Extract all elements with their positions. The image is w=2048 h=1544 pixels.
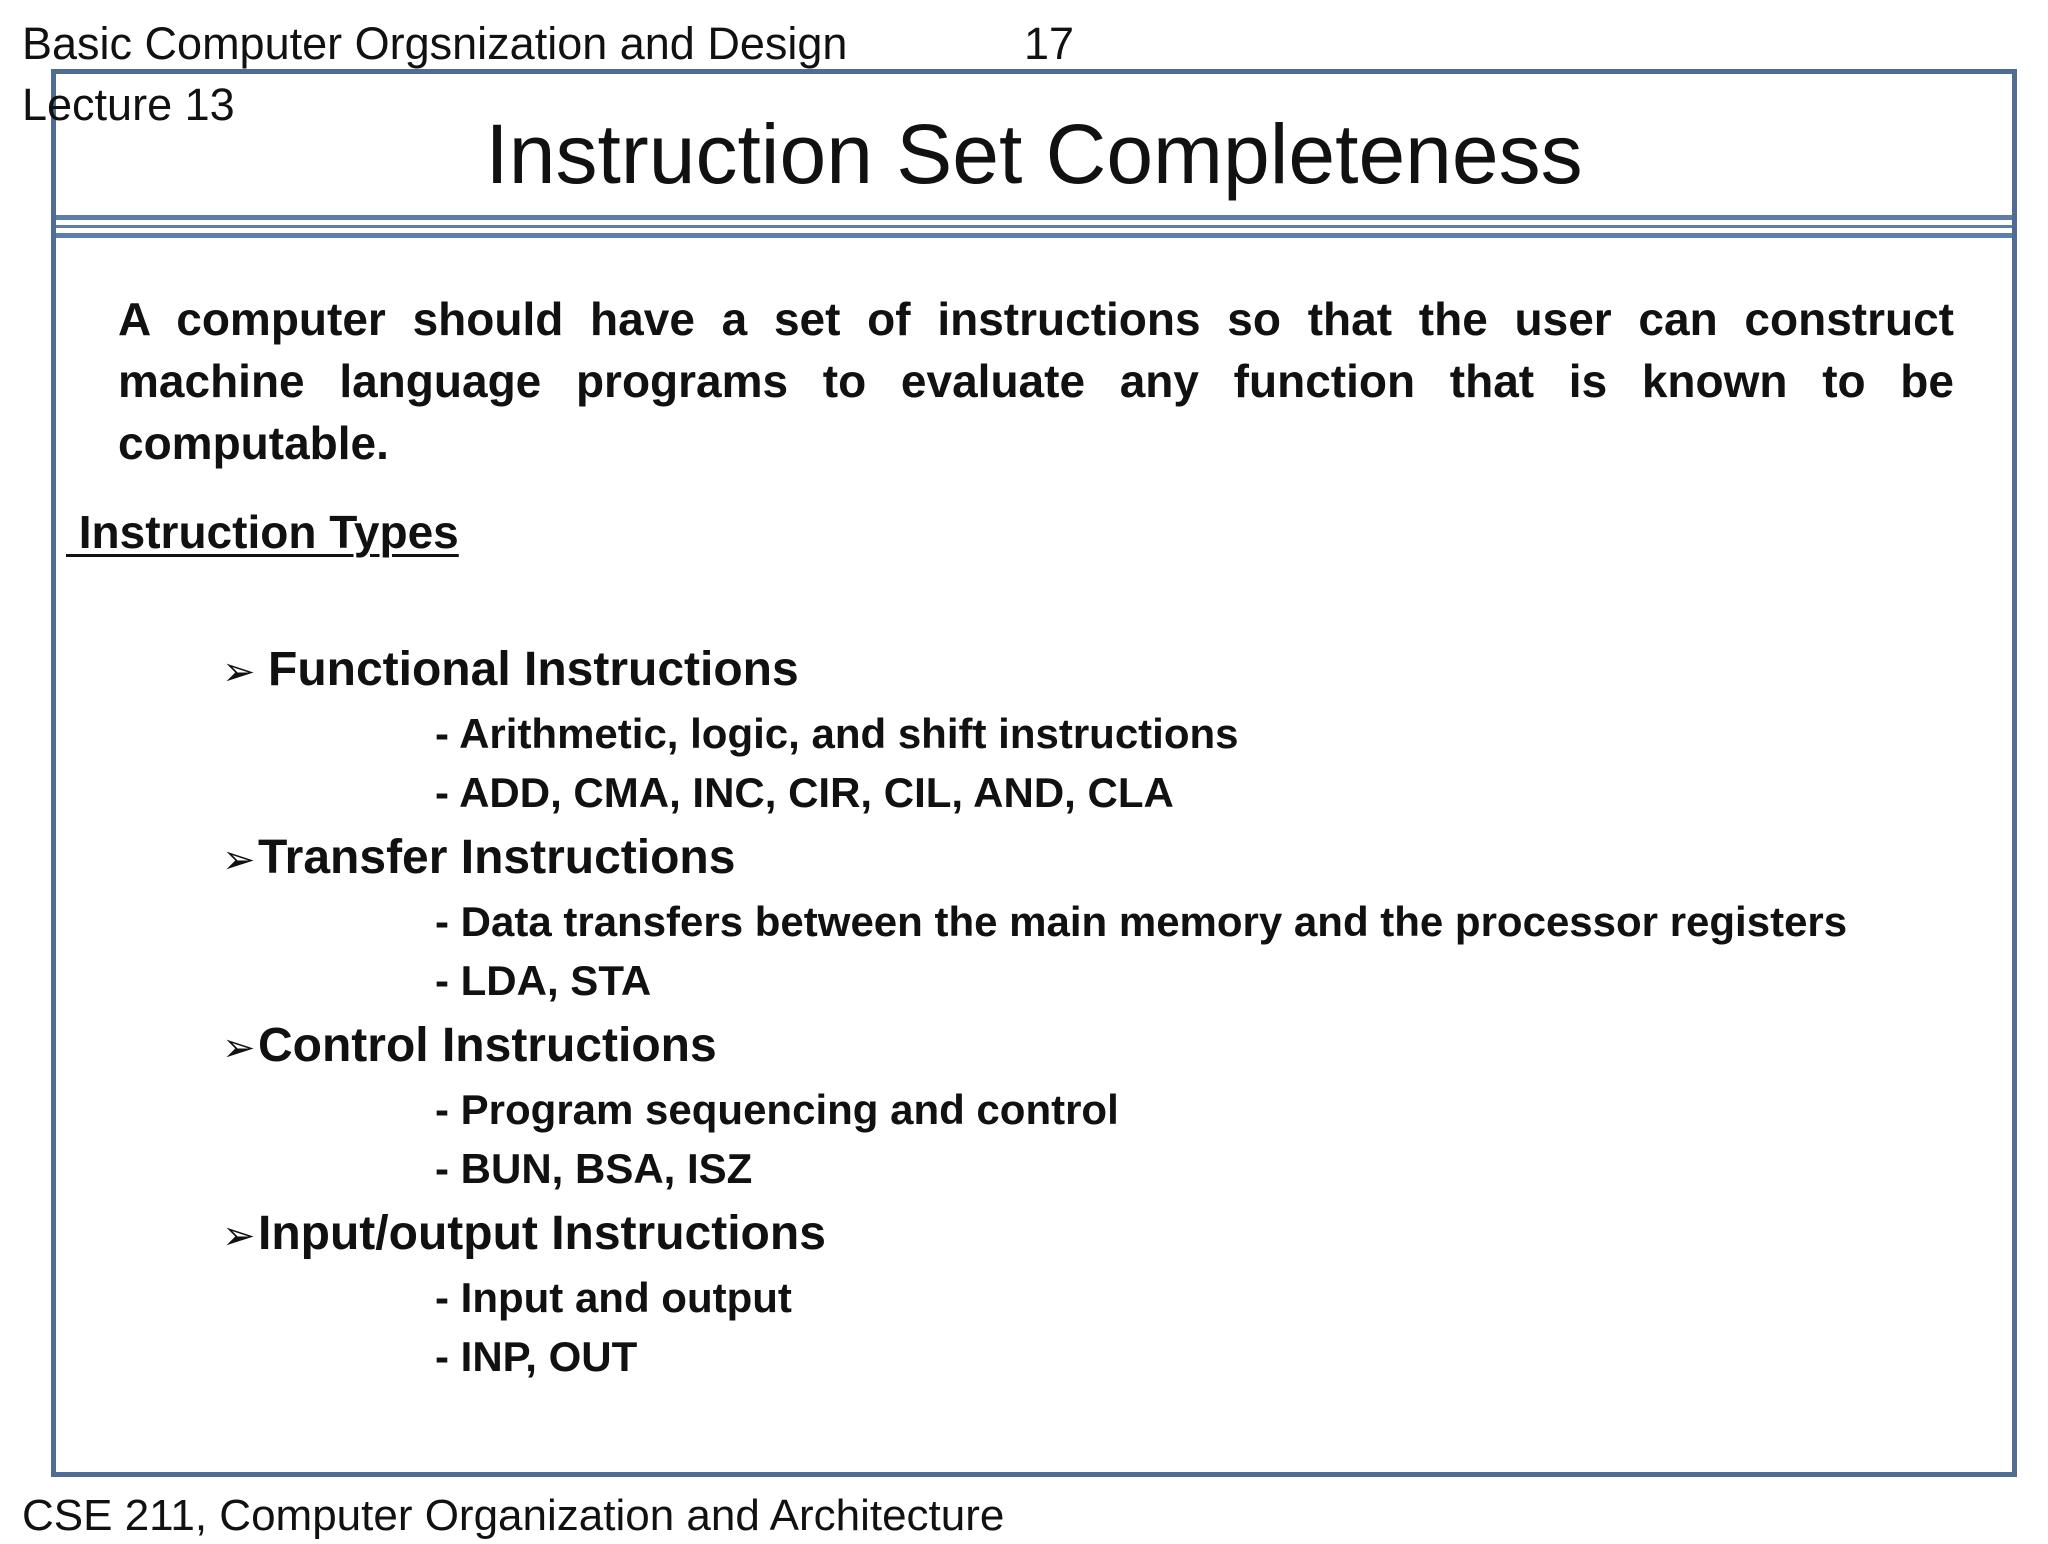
course-title: Basic Computer Orgsnization and Design: [22, 18, 848, 69]
category-detail: - BUN, BSA, ISZ: [435, 1145, 753, 1192]
category-label: Control Instructions: [258, 1019, 717, 1072]
slide-frame: [51, 69, 2017, 1477]
footer-course: CSE 211, Computer Organization and Architecture: [22, 1491, 1005, 1540]
category-detail: - Program sequencing and control: [435, 1086, 1119, 1133]
lecture-label: Lecture 13: [22, 79, 235, 130]
section-heading: Instruction Types: [66, 506, 459, 558]
category-detail: - LDA, STA: [435, 957, 652, 1004]
category-detail: - Input and output: [435, 1274, 792, 1321]
category-detail: - ADD, CMA, INC, CIR, CIL, AND, CLA: [435, 769, 1174, 816]
slide-title: Instruction Set Completeness: [485, 107, 1583, 201]
arrowhead-bullet-icon: ➢: [222, 1213, 256, 1259]
category-label: Input/output Instructions: [258, 1207, 826, 1260]
category-detail: - INP, OUT: [435, 1333, 638, 1380]
arrowhead-bullet-icon: ➢: [222, 837, 256, 883]
page-number: 17: [1024, 18, 1075, 69]
category-detail: - Arithmetic, logic, and shift instructions: [435, 710, 1239, 757]
arrowhead-bullet-icon: ➢: [222, 649, 256, 695]
intro-paragraph: A computer should have a set of instructions so that the user can construct machine language programs to evaluate any function that is known to be computable.: [118, 293, 1954, 469]
category-label: Functional Instructions: [268, 643, 799, 696]
category-detail: - Data transfers between the main memory and the processor registers: [435, 898, 1848, 945]
category-label: Transfer Instructions: [258, 831, 736, 884]
arrowhead-bullet-icon: ➢: [222, 1025, 256, 1071]
